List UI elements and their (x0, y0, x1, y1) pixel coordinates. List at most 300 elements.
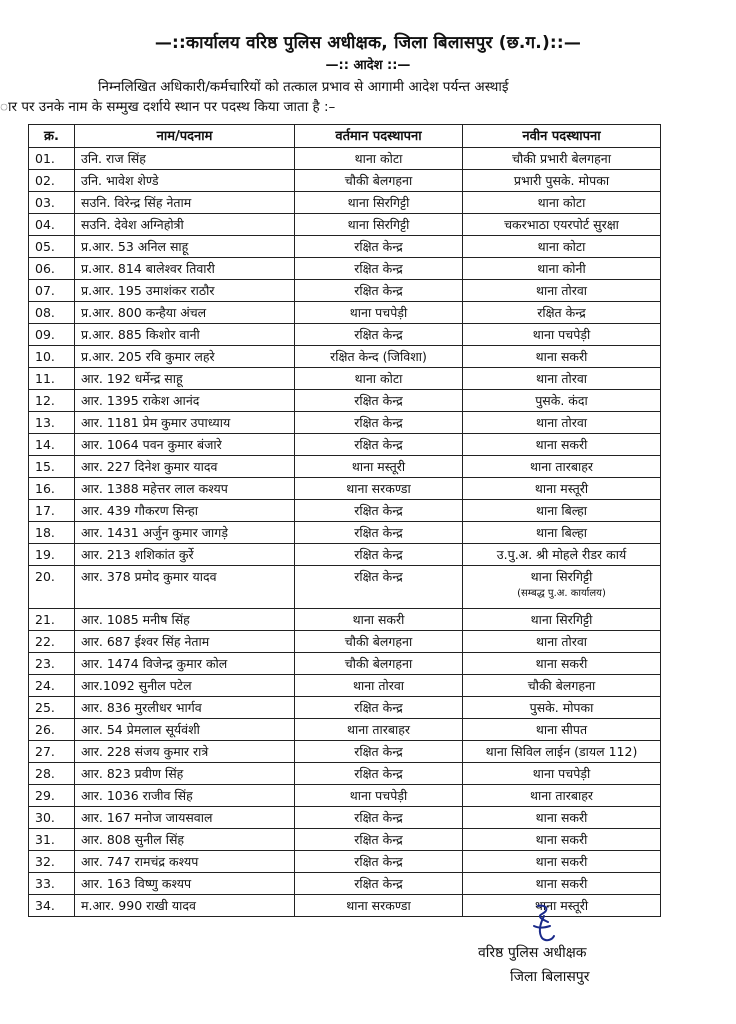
row-name-designation (75, 412, 295, 434)
row-new-posting (463, 192, 661, 214)
row-current-posting-text: रक्षित केन्द्र (354, 700, 403, 715)
row-current-posting (295, 258, 463, 280)
row-new-posting (463, 346, 661, 368)
row-new-posting-text: चौकी बेलगहना (527, 678, 596, 693)
row-name-designation-text: प्र.आर. 885 किशोर वानी (81, 327, 200, 342)
row-new-posting-text: थाना तोरवा (535, 415, 588, 430)
row-current-posting-text: चौकी बेलगहना (344, 634, 413, 649)
row-current-posting-text: रक्षित केन्द्र (354, 327, 403, 342)
table-row (29, 741, 661, 763)
order-title: —:: आदेश ::— (325, 58, 411, 73)
table-row (29, 478, 661, 500)
table-row (29, 346, 661, 368)
row-current-posting-text: थाना तोरवा (352, 678, 405, 693)
row-name-designation (75, 434, 295, 456)
row-serial-number-text: 17. (35, 503, 55, 518)
table-row (29, 807, 661, 829)
row-serial-number-text: 06. (35, 261, 55, 276)
row-serial-number-text: 13. (35, 415, 55, 430)
row-current-posting (295, 324, 463, 346)
row-serial-number-text: 04. (35, 217, 55, 232)
row-serial-number (29, 324, 75, 346)
row-new-posting-text: थाना तारबाहर (530, 788, 593, 803)
row-name-designation (75, 500, 295, 522)
row-current-posting (295, 653, 463, 675)
table-row (29, 522, 661, 544)
row-current-posting-text: रक्षित केन्द्र (354, 766, 403, 781)
row-current-posting-text: थाना तारबाहर (347, 722, 410, 737)
row-current-posting-text: रक्षित केन्द्र (354, 744, 403, 759)
row-new-posting (463, 434, 661, 456)
row-serial-number (29, 412, 75, 434)
row-current-posting (295, 544, 463, 566)
row-current-posting-text: थाना पचपेड़ी (349, 305, 408, 320)
row-new-posting (463, 456, 661, 478)
row-name-designation (75, 192, 295, 214)
row-current-posting (295, 741, 463, 763)
row-serial-number-text: 16. (35, 481, 55, 496)
row-current-posting (295, 873, 463, 895)
row-serial-number (29, 478, 75, 500)
table-row (29, 368, 661, 390)
row-name-designation-text: आर. 823 प्रवीण सिंह (81, 766, 184, 781)
table-row (29, 280, 661, 302)
row-name-designation-text: आर. 192 धर्मेन्द्र साहू (81, 371, 183, 386)
table-row (29, 258, 661, 280)
row-new-posting-text: थाना कोटा (537, 195, 586, 210)
row-new-posting (463, 280, 661, 302)
table-row (29, 763, 661, 785)
row-serial-number (29, 302, 75, 324)
row-current-posting (295, 609, 463, 631)
row-name-designation (75, 763, 295, 785)
row-new-posting-text: थाना कोटा (537, 239, 586, 254)
row-name-designation-text: प्र.आर. 800 कन्हैया अंचल (81, 305, 207, 320)
row-name-designation (75, 873, 295, 895)
signature-district: जिला बिलासपुर (510, 969, 590, 985)
row-name-designation-text: आर. 213 शशिकांत कुर्रे (81, 547, 194, 562)
row-serial-number-text: 12. (35, 393, 55, 408)
row-name-designation-text: प्र.आर. 814 बालेश्वर तिवारी (81, 261, 215, 276)
row-name-designation (75, 368, 295, 390)
row-new-posting (463, 719, 661, 741)
row-new-posting (463, 412, 661, 434)
row-name-designation-text: आर.1092 सुनील पटेल (81, 678, 192, 693)
table-row (29, 434, 661, 456)
row-new-posting (463, 609, 661, 631)
row-serial-number-text: 15. (35, 459, 55, 474)
row-new-posting-text: थाना सीपत (535, 722, 588, 737)
row-current-posting (295, 851, 463, 873)
row-current-posting-text: थाना सिरगिट्टी (347, 195, 410, 210)
row-name-designation-text: आर. 54 प्रेमलाल सूर्यवंशी (81, 722, 200, 737)
row-serial-number-text: 18. (35, 525, 55, 540)
row-name-designation-text: आर. 1036 राजीव सिंह (81, 788, 193, 803)
row-current-posting (295, 434, 463, 456)
row-serial-number-text: 23. (35, 656, 55, 671)
row-name-designation-text: आर. 1181 प्रेम कुमार उपाध्याय (81, 415, 231, 430)
row-new-posting (463, 522, 661, 544)
row-new-posting (463, 763, 661, 785)
row-name-designation-text: आर. 439 गौकरण सिन्हा (81, 503, 198, 518)
column-header-new-posting: नवीन पदस्थापना (463, 125, 661, 148)
row-serial-number-text: 11. (35, 371, 55, 386)
row-current-posting-text: थाना सरकण्डा (346, 898, 411, 913)
table-row (29, 895, 661, 917)
row-new-posting (463, 807, 661, 829)
row-serial-number (29, 675, 75, 697)
row-current-posting-text: रक्षित केन्द्र (354, 525, 403, 540)
row-serial-number-text: 29. (35, 788, 55, 803)
row-current-posting (295, 522, 463, 544)
row-current-posting (295, 390, 463, 412)
row-serial-number-text: 27. (35, 744, 55, 759)
row-serial-number (29, 609, 75, 631)
row-serial-number (29, 719, 75, 741)
row-serial-number (29, 500, 75, 522)
row-current-posting (295, 631, 463, 653)
row-new-posting-text: पुसके. कंदा (535, 393, 588, 408)
row-current-posting (295, 192, 463, 214)
row-name-designation (75, 785, 295, 807)
row-serial-number (29, 697, 75, 719)
row-current-posting-text: रक्षित केन्द्र (354, 854, 403, 869)
row-name-designation-text: म.आर. 990 राखी यादव (81, 898, 196, 913)
row-serial-number (29, 895, 75, 917)
row-serial-number (29, 456, 75, 478)
row-current-posting (295, 280, 463, 302)
row-serial-number-text: 05. (35, 239, 55, 254)
table-header-row (29, 125, 661, 148)
row-name-designation (75, 807, 295, 829)
table-row (29, 631, 661, 653)
row-name-designation (75, 302, 295, 324)
row-name-designation (75, 697, 295, 719)
row-new-posting-text: उ.पु.अ. श्री मोहले रीडर कार्य (496, 547, 627, 562)
row-current-posting (295, 302, 463, 324)
row-name-designation-text: आर. 687 ईश्वर सिंह नेताम (81, 634, 210, 649)
row-new-posting-text: थाना सकरी (535, 349, 588, 364)
row-current-posting-text: रक्षित केन्द्र (354, 393, 403, 408)
table-row (29, 653, 661, 675)
row-serial-number-text: 09. (35, 327, 55, 342)
row-serial-number-text: 28. (35, 766, 55, 781)
table-row (29, 214, 661, 236)
row-serial-number-text: 03. (35, 195, 55, 210)
intro-line-1: निम्नलिखित अधिकारी/कर्मचारियों को तत्काल प्रभाव से आगामी आदेश पर्यन्त अस्थाई (98, 79, 509, 95)
row-current-posting-text: थाना सकरी (352, 612, 405, 627)
row-new-posting-text: थाना सकरी (535, 832, 588, 847)
row-new-posting-text: थाना सिरगिट्टी (530, 569, 593, 584)
signature-mark (524, 902, 564, 946)
row-serial-number (29, 785, 75, 807)
row-current-posting-text: रक्षित केन्द्र (354, 261, 403, 276)
row-serial-number-text: 02. (35, 173, 55, 188)
table-row (29, 192, 661, 214)
row-current-posting-text: थाना मस्तूरी (351, 459, 406, 474)
row-name-designation (75, 148, 295, 170)
row-new-posting-text: थाना पचपेड़ी (532, 766, 591, 781)
row-name-designation-text: सउनि. देवेश अग्निहोत्री (81, 217, 184, 232)
row-serial-number (29, 258, 75, 280)
table-row (29, 148, 661, 170)
row-current-posting (295, 719, 463, 741)
row-new-posting-text: थाना सकरी (535, 810, 588, 825)
row-new-posting (463, 236, 661, 258)
table-row (29, 500, 661, 522)
row-current-posting-text: रक्षित केन्द्र (354, 547, 403, 562)
row-name-designation (75, 566, 295, 609)
row-new-posting-text: थाना कोनी (537, 261, 586, 276)
row-current-posting (295, 566, 463, 609)
row-new-posting-text: थाना बिल्हा (535, 525, 587, 540)
row-name-designation (75, 346, 295, 368)
row-name-designation-text: आर. 836 मुरलीधर भार्गव (81, 700, 202, 715)
row-serial-number (29, 280, 75, 302)
row-serial-number (29, 522, 75, 544)
row-new-posting-text: थाना तारबाहर (530, 459, 593, 474)
row-name-designation-text: आर. 1431 अर्जुन कुमार जागड़े (81, 525, 228, 540)
row-current-posting (295, 675, 463, 697)
row-name-designation (75, 478, 295, 500)
row-serial-number (29, 631, 75, 653)
row-name-designation-text: प्र.आर. 195 उमाशंकर राठौर (81, 283, 215, 298)
row-current-posting (295, 412, 463, 434)
row-name-designation (75, 741, 295, 763)
row-new-posting (463, 566, 661, 609)
row-new-posting-text: थाना तोरवा (535, 283, 588, 298)
row-new-posting-text: प्रभारी पुसके. मोपका (513, 173, 610, 188)
row-serial-number (29, 566, 75, 609)
row-new-posting-text: थाना सकरी (535, 437, 588, 452)
table-row (29, 324, 661, 346)
row-serial-number-text: 14. (35, 437, 55, 452)
row-current-posting-text: रक्षित केन्द्र (354, 283, 403, 298)
table-row (29, 412, 661, 434)
row-new-posting (463, 500, 661, 522)
row-serial-number (29, 544, 75, 566)
row-serial-number-text: 34. (35, 898, 55, 913)
transfer-table (28, 124, 661, 917)
row-new-posting (463, 851, 661, 873)
row-current-posting (295, 785, 463, 807)
row-new-posting-text: रक्षित केन्द्र (537, 305, 586, 320)
row-current-posting (295, 500, 463, 522)
row-serial-number-text: 08. (35, 305, 55, 320)
row-new-posting-text: चकरभाठा एयरपोर्ट सुरक्षा (504, 217, 619, 232)
column-header-sn: क्र. (29, 125, 75, 148)
row-serial-number-text: 20. (35, 569, 55, 584)
row-serial-number-text: 26. (35, 722, 55, 737)
row-current-posting-text: थाना कोटा (354, 151, 403, 166)
table-row (29, 302, 661, 324)
row-name-designation-text: आर. 1085 मनीष सिंह (81, 612, 190, 627)
row-new-posting-text: चौकी प्रभारी बेलगहना (512, 151, 611, 166)
row-current-posting-text: रक्षित केन्द्र (354, 239, 403, 254)
row-name-designation-text: प्र.आर. 53 अनिल साहू (81, 239, 189, 254)
row-current-posting-text: थाना पचपेड़ी (349, 788, 408, 803)
row-name-designation (75, 522, 295, 544)
intro-line-2: ार पर उनके नाम के सम्मुख दर्शाये स्थान पर पदस्थ किया जाता है :– (0, 99, 336, 115)
row-new-posting (463, 368, 661, 390)
row-new-posting (463, 302, 661, 324)
row-serial-number-text: 32. (35, 854, 55, 869)
row-new-posting-text: थाना सिविल लाईन (डायल 112) (485, 744, 638, 759)
row-new-posting-text: थाना तोरवा (535, 371, 588, 386)
row-serial-number (29, 434, 75, 456)
table-row (29, 697, 661, 719)
row-new-posting-text: थाना सकरी (535, 656, 588, 671)
table-row (29, 544, 661, 566)
row-current-posting-text: रक्षित केन्द्र (354, 876, 403, 891)
table-body (29, 148, 661, 917)
row-serial-number (29, 214, 75, 236)
row-serial-number (29, 390, 75, 412)
row-current-posting (295, 763, 463, 785)
row-new-posting-text: थाना मस्तूरी (534, 481, 589, 496)
row-serial-number (29, 829, 75, 851)
row-current-posting (295, 456, 463, 478)
row-new-posting (463, 675, 661, 697)
row-serial-number (29, 170, 75, 192)
table-row (29, 851, 661, 873)
row-serial-number (29, 148, 75, 170)
row-name-designation (75, 675, 295, 697)
row-new-posting (463, 873, 661, 895)
row-name-designation-text: आर. 808 सुनील सिंह (81, 832, 185, 847)
row-name-designation-text: उनि. राज सिंह (81, 151, 146, 166)
row-new-posting (463, 631, 661, 653)
row-name-designation-text: आर. 1064 पवन कुमार बंजारे (81, 437, 222, 452)
row-serial-number (29, 851, 75, 873)
row-name-designation (75, 236, 295, 258)
row-serial-number-text: 25. (35, 700, 55, 715)
row-name-designation (75, 719, 295, 741)
column-header-name: नाम/पदनाम (75, 125, 295, 148)
row-new-posting-text: थाना पचपेड़ी (532, 327, 591, 342)
row-name-designation (75, 258, 295, 280)
row-serial-number (29, 346, 75, 368)
row-serial-number-text: 19. (35, 547, 55, 562)
row-current-posting-text: चौकी बेलगहना (344, 173, 413, 188)
row-name-designation-text: आर. 163 विष्णु कश्यप (81, 876, 192, 891)
row-name-designation (75, 851, 295, 873)
table-row (29, 829, 661, 851)
row-name-designation (75, 170, 295, 192)
row-current-posting (295, 346, 463, 368)
row-posting-note: (सम्बद्ध पु.अ. कार्यालय) (517, 588, 606, 599)
row-name-designation (75, 609, 295, 631)
row-name-designation (75, 829, 295, 851)
row-new-posting (463, 324, 661, 346)
row-serial-number (29, 368, 75, 390)
row-current-posting-text: रक्षित केन्द (जिविशा) (330, 349, 427, 364)
row-new-posting (463, 214, 661, 236)
row-serial-number (29, 763, 75, 785)
row-name-designation-text: आर. 228 संजय कुमार रात्रे (81, 744, 209, 759)
row-new-posting-text: थाना तोरवा (535, 634, 588, 649)
row-new-posting-text: थाना मस्तूरी (534, 898, 589, 913)
row-current-posting (295, 236, 463, 258)
row-name-designation (75, 324, 295, 346)
row-new-posting (463, 741, 661, 763)
row-current-posting (295, 368, 463, 390)
row-serial-number (29, 653, 75, 675)
row-name-designation (75, 895, 295, 917)
row-name-designation (75, 280, 295, 302)
row-current-posting-text: रक्षित केन्द्र (354, 503, 403, 518)
row-current-posting-text: रक्षित केन्द्र (354, 832, 403, 847)
row-serial-number-text: 31. (35, 832, 55, 847)
table-row (29, 456, 661, 478)
row-name-designation-text: आर. 1474 विजेन्द्र कुमार कोल (81, 656, 228, 671)
row-new-posting-text: थाना सकरी (535, 854, 588, 869)
row-new-posting-text: पुसके. मोपका (529, 700, 594, 715)
row-new-posting (463, 829, 661, 851)
table-row (29, 390, 661, 412)
row-new-posting (463, 697, 661, 719)
row-new-posting-text: थाना बिल्हा (535, 503, 587, 518)
row-serial-number-text: 30. (35, 810, 55, 825)
row-name-designation-text: सउनि. विरेन्द्र सिंह नेताम (81, 195, 192, 210)
row-name-designation-text: आर. 1395 राकेश आनंद (81, 393, 200, 408)
column-header-current-posting: वर्तमान पदस्थापना (295, 125, 463, 148)
table-row (29, 170, 661, 192)
row-current-posting-text: रक्षित केन्द्र (354, 415, 403, 430)
row-new-posting (463, 390, 661, 412)
row-name-designation (75, 653, 295, 675)
table-row (29, 873, 661, 895)
office-title: —::कार्यालय वरिष्ठ पुलिस अधीक्षक, जिला बिलासपुर (छ.ग.)::— (154, 33, 582, 53)
row-new-posting (463, 170, 661, 192)
row-new-posting (463, 653, 661, 675)
row-name-designation-text: आर. 378 प्रमोद कुमार यादव (81, 569, 217, 584)
row-current-posting-text: रक्षित केन्द्र (354, 437, 403, 452)
row-current-posting (295, 478, 463, 500)
row-name-designation-text: आर. 227 दिनेश कुमार यादव (81, 459, 218, 474)
row-current-posting-text: रक्षित केन्द्र (354, 810, 403, 825)
row-serial-number-text: 01. (35, 151, 55, 166)
row-serial-number (29, 192, 75, 214)
row-serial-number-text: 22. (35, 634, 55, 649)
row-current-posting-text: थाना सरकण्डा (346, 481, 411, 496)
row-new-posting (463, 148, 661, 170)
row-current-posting (295, 895, 463, 917)
row-name-designation-text: आर. 167 मनोज जायसवाल (81, 810, 213, 825)
row-new-posting (463, 478, 661, 500)
row-serial-number-text: 07. (35, 283, 55, 298)
row-serial-number-text: 21. (35, 612, 55, 627)
table-row (29, 675, 661, 697)
row-serial-number-text: 24. (35, 678, 55, 693)
table-row (29, 785, 661, 807)
row-current-posting-text: रक्षित केन्द्र (354, 569, 403, 584)
row-name-designation (75, 456, 295, 478)
row-serial-number (29, 236, 75, 258)
row-current-posting (295, 829, 463, 851)
row-name-designation-text: उनि. भावेश शेण्डे (81, 173, 159, 188)
row-name-designation (75, 214, 295, 236)
row-name-designation-text: प्र.आर. 205 रवि कुमार लहरे (81, 349, 215, 364)
row-name-designation (75, 631, 295, 653)
row-current-posting (295, 148, 463, 170)
row-name-designation-text: आर. 747 रामचंद्र कश्यप (81, 854, 199, 869)
row-name-designation (75, 390, 295, 412)
row-serial-number (29, 807, 75, 829)
signature-designation: वरिष्ठ पुलिस अधीक्षक (478, 945, 587, 961)
row-new-posting (463, 785, 661, 807)
row-current-posting-text: थाना सिरगिट्टी (347, 217, 410, 232)
